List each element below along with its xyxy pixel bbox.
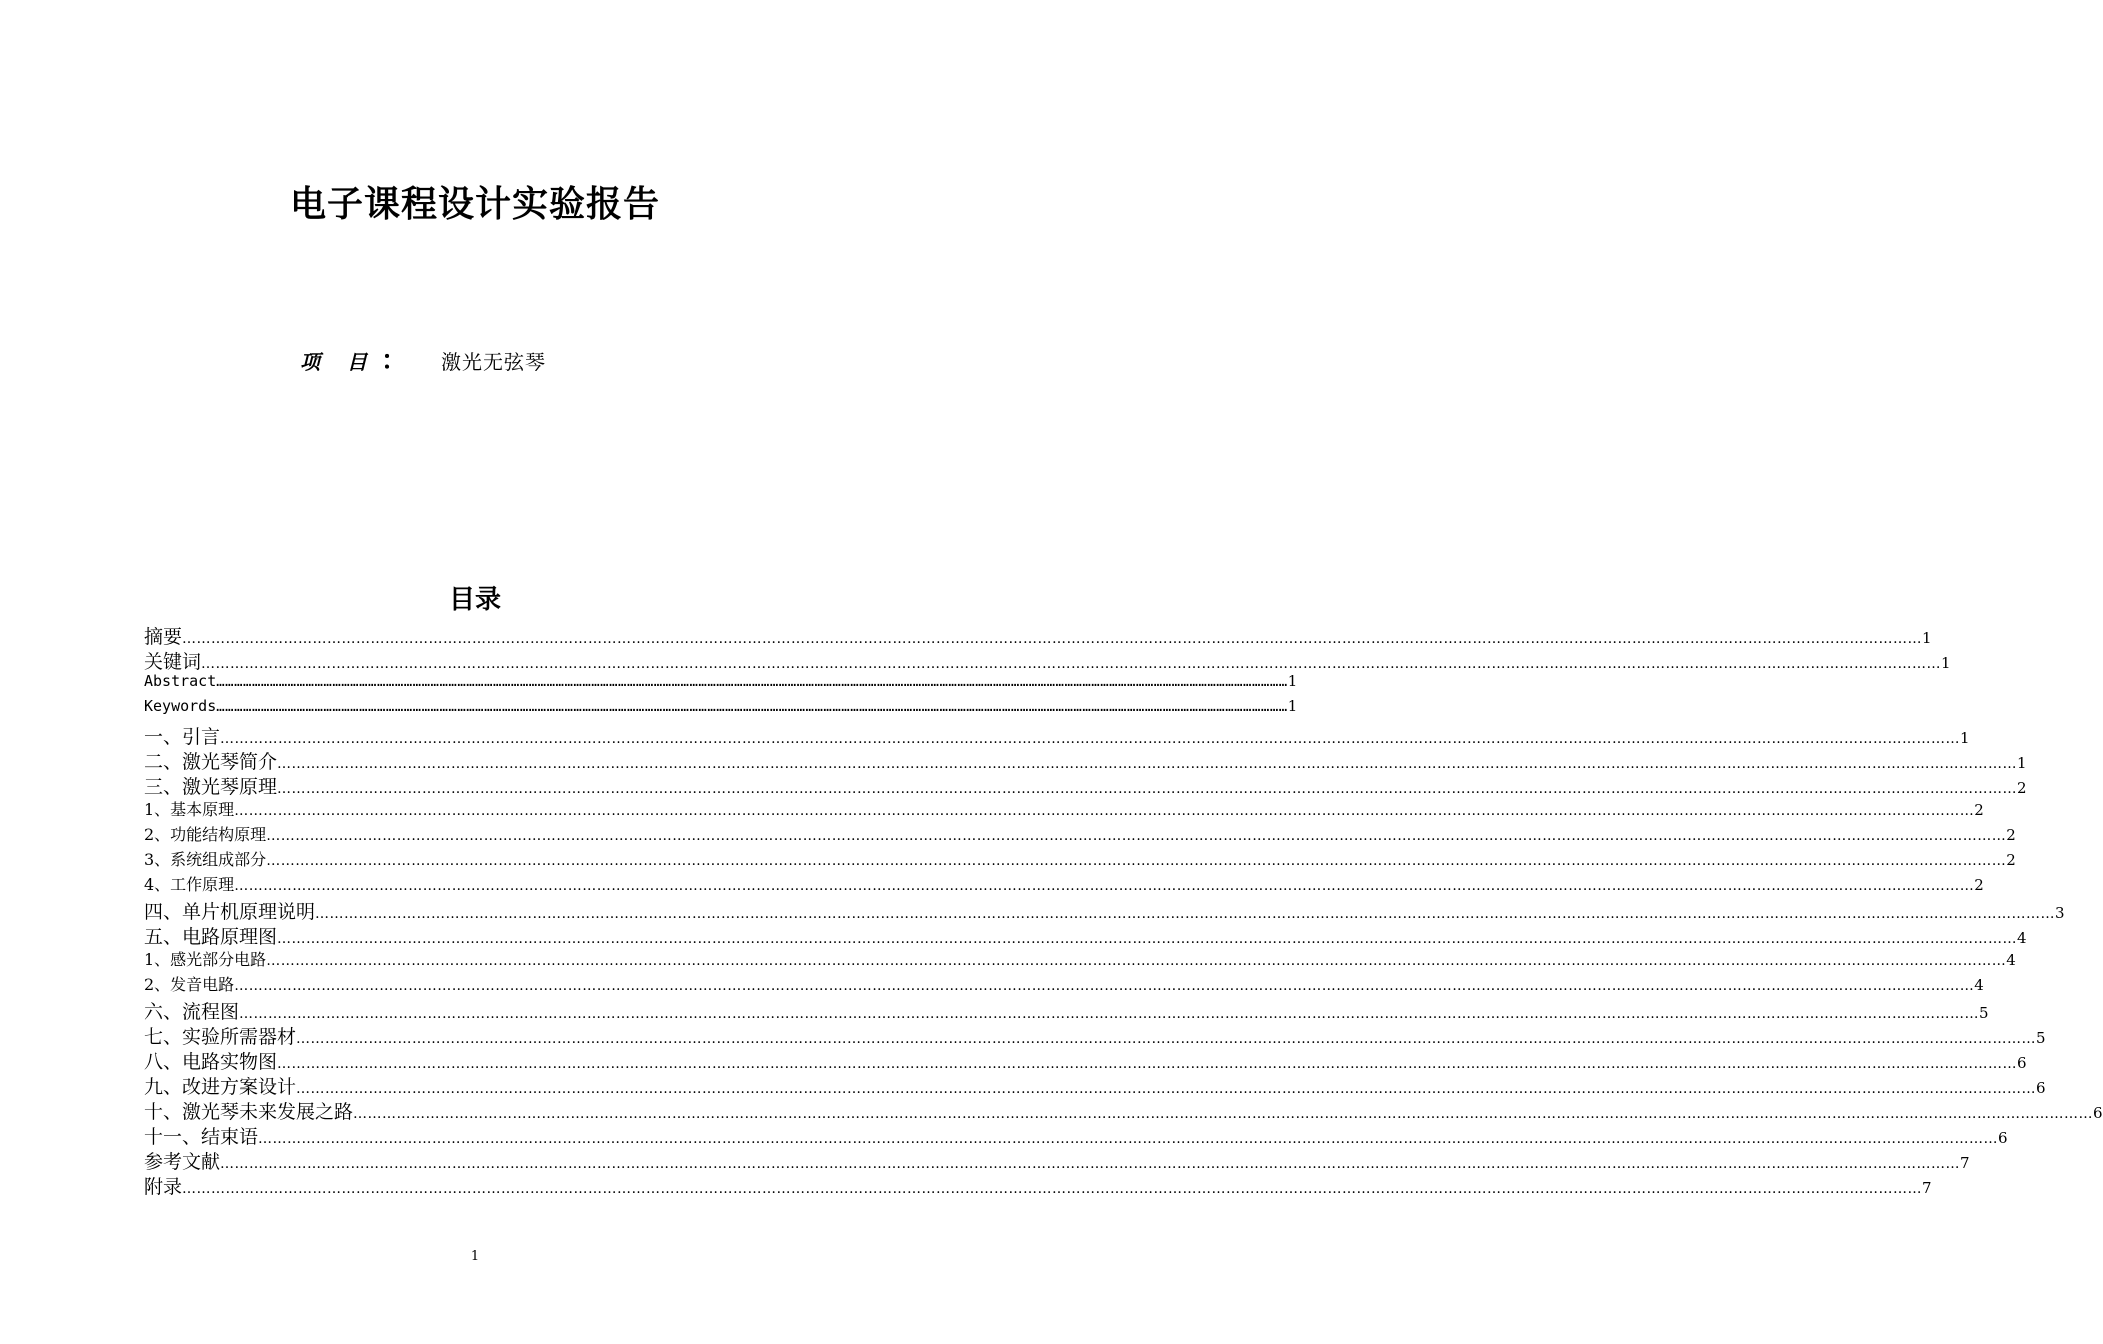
toc-entry-text: 九、改进方案设计 [144, 1076, 297, 1098]
toc-leader-dots: ……………………………………………………………………………………………………………………………………………………………………………………………………………………………………………………………………………………………………………………………… [220, 731, 1961, 747]
toc-entry-text: 六、流程图 [144, 1001, 240, 1023]
toc-leader-dots: ……………………………………………………………………………………………………………………………………………………………………………………………………………………………………………………………………………………………………………………………… [239, 1006, 1980, 1022]
toc-entry[interactable] [144, 722, 1970, 748]
toc-entry-page: 1 [1941, 654, 1951, 672]
toc-entry-text: 八、电路实物图 [144, 1051, 278, 1073]
toc-entry[interactable] [144, 997, 1989, 1023]
toc-entry-text: 四、单片机原理说明 [144, 901, 316, 923]
toc-leader-dots: ……………………………………………………………………………………………………………………………………………………………………………………………………………………………………………………………………………………………………………………………… [277, 781, 2018, 797]
toc-entry[interactable] [144, 622, 1932, 648]
toc-entry-page: 4 [2006, 951, 2016, 969]
toc-entry-text: 摘要 [144, 626, 183, 648]
toc-entry[interactable] [144, 822, 2016, 847]
toc-entry-text: 3、系统组成部分 [144, 850, 267, 869]
project-colon: ： [380, 346, 407, 376]
project-name: 激光无弦琴 [440, 350, 546, 374]
toc-entry-text: Abstract [144, 672, 217, 690]
toc-leader-dots: ……………………………………………………………………………………………………………………………………………………………………………………………………………………………………………………………………………………………………………………………… [234, 978, 1975, 994]
toc-entry[interactable] [144, 947, 2016, 972]
toc-entry-text: 1、基本原理 [144, 800, 235, 819]
toc-entry-page: 6 [2036, 1079, 2046, 1097]
toc-entry-text: 1、感光部分电路 [144, 950, 267, 969]
toc-entry[interactable] [144, 747, 2027, 773]
document-title: 电子课程设计实验报告 [289, 184, 660, 225]
toc-leader-dots: ……………………………………………………………………………………………………………………………………………………………………………………………………………………………………………………………………………………………………………………………… [182, 1181, 1923, 1197]
toc-entry[interactable] [144, 1097, 2103, 1123]
toc-entry-page: 2 [1974, 801, 1984, 819]
toc-entry-text: Keywords [144, 697, 217, 715]
toc-leader-dots: ……………………………………………………………………………………………………………………………………………………………………………………………………………………………………………………………………………………………………………………………… [201, 656, 1942, 672]
toc-leader-dots: ……………………………………………………………………………………………………………………………………………………………………………………………………………………………………………………………………………………………………………………………… [277, 756, 2018, 772]
toc-entry-page: 1 [1922, 629, 1932, 647]
toc-leader-dots: ……………………………………………………………………………………………………………………………………………………………………………………………………………………………………………………………………………………………………………………………… [216, 699, 1288, 715]
toc-entry-page: 4 [1974, 976, 1984, 994]
toc-entry[interactable] [144, 797, 1984, 822]
toc-entry[interactable] [144, 1172, 1932, 1198]
project-line [300, 340, 546, 377]
toc-entry[interactable] [144, 697, 1298, 722]
toc-entry-text: 二、激光琴简介 [144, 751, 278, 773]
toc-leader-dots: ……………………………………………………………………………………………………………………………………………………………………………………………………………………………………………………………………………………………………………………………… [182, 631, 1923, 647]
toc-entry-text: 十一、结束语 [144, 1126, 259, 1148]
toc-entry-page: 1 [2017, 754, 2027, 772]
toc-leader-dots: ……………………………………………………………………………………………………………………………………………………………………………………………………………………………………………………………………………………………………………………………… [277, 931, 2018, 947]
toc-leader-dots: ……………………………………………………………………………………………………………………………………………………………………………………………………………………………………………………………………………………………………………………………… [258, 1131, 1999, 1147]
toc-entry-text: 附录 [144, 1176, 183, 1198]
toc-entry[interactable] [144, 1072, 2046, 1098]
toc-leader-dots: ……………………………………………………………………………………………………………………………………………………………………………………………………………………………………………………………………………………………………………………………… [266, 853, 2007, 869]
toc-entry[interactable] [144, 1022, 2046, 1048]
toc-entry-page: 7 [1922, 1179, 1932, 1197]
toc-entry[interactable] [144, 897, 2065, 923]
toc-leader-dots: ……………………………………………………………………………………………………………………………………………………………………………………………………………………………………………………………………………………………………………………………… [296, 1031, 2037, 1047]
toc-entry-page: 6 [1998, 1129, 2008, 1147]
toc-entry[interactable] [144, 772, 2027, 798]
toc-entry[interactable] [144, 972, 1984, 997]
toc-leader-dots: ……………………………………………………………………………………………………………………………………………………………………………………………………………………………………………………………………………………………………………………………… [315, 906, 2056, 922]
toc-entry-page: 1 [1287, 672, 1298, 690]
page-number: 1 [470, 1249, 480, 1264]
toc-entry-page: 1 [1960, 729, 1970, 747]
toc-entry[interactable] [144, 1147, 1970, 1173]
project-label: 项 目 [300, 350, 377, 374]
toc-entry[interactable] [144, 647, 1951, 673]
toc-entry-page: 2 [1974, 876, 1984, 894]
toc-entry-text: 一、引言 [144, 726, 221, 748]
toc-entry-text: 十、激光琴未来发展之路 [144, 1101, 354, 1123]
toc-entry-text: 参考文献 [144, 1151, 221, 1173]
toc-entry-page: 6 [2017, 1054, 2027, 1072]
toc-entry[interactable] [144, 922, 2027, 948]
toc-entry[interactable] [144, 1047, 2027, 1073]
toc-entry-page: 2 [2006, 826, 2016, 844]
toc-entry-text: 2、发音电路 [144, 975, 235, 994]
toc-entry[interactable] [144, 1122, 2008, 1148]
toc-heading: 目录 [448, 585, 501, 615]
toc-leader-dots: ……………………………………………………………………………………………………………………………………………………………………………………………………………………………………………………………………………………………………………………………… [266, 828, 2007, 844]
toc-entry-page: 1 [1287, 697, 1298, 715]
toc-leader-dots: ……………………………………………………………………………………………………………………………………………………………………………………………………………………………………………………………………………………………………………………………… [296, 1081, 2037, 1097]
toc-entry-page: 4 [2017, 929, 2027, 947]
toc-entry-page: 7 [1960, 1154, 1970, 1172]
toc-entry-text: 关键词 [144, 651, 202, 673]
toc-leader-dots: ……………………………………………………………………………………………………………………………………………………………………………………………………………………………………………………………………………………………………………………………… [216, 674, 1288, 690]
table-of-contents [144, 622, 2103, 1198]
toc-entry-text: 2、功能结构原理 [144, 825, 267, 844]
toc-entry-text: 4、工作原理 [144, 875, 235, 894]
toc-entry-page: 2 [2017, 779, 2027, 797]
toc-entry[interactable] [144, 847, 2016, 872]
toc-leader-dots: ……………………………………………………………………………………………………………………………………………………………………………………………………………………………………………………………………………………………………………………………… [220, 1156, 1961, 1172]
toc-entry[interactable] [144, 872, 1984, 897]
toc-leader-dots: ……………………………………………………………………………………………………………………………………………………………………………………………………………………………………………………………………………………………………………………………… [234, 803, 1975, 819]
toc-entry-page: 2 [2006, 851, 2016, 869]
toc-entry[interactable] [144, 672, 1298, 697]
toc-leader-dots: ……………………………………………………………………………………………………………………………………………………………………………………………………………………………………………………………………………………………………………………………… [277, 1056, 2018, 1072]
toc-leader-dots: ……………………………………………………………………………………………………………………………………………………………………………………………………………………………………………………………………………………………………………………………… [353, 1106, 2094, 1122]
toc-entry-text: 三、激光琴原理 [144, 776, 278, 798]
toc-entry-text: 五、电路原理图 [144, 926, 278, 948]
toc-entry-page: 5 [1979, 1004, 1989, 1022]
toc-entry-page: 6 [2093, 1104, 2103, 1122]
toc-leader-dots: ……………………………………………………………………………………………………………………………………………………………………………………………………………………………………………………………………………………………………………………………… [266, 953, 2007, 969]
toc-leader-dots: ……………………………………………………………………………………………………………………………………………………………………………………………………………………………………………………………………………………………………………………………… [234, 878, 1975, 894]
toc-entry-page: 3 [2055, 904, 2065, 922]
toc-entry-page: 5 [2036, 1029, 2046, 1047]
toc-entry-text: 七、实验所需器材 [144, 1026, 297, 1048]
